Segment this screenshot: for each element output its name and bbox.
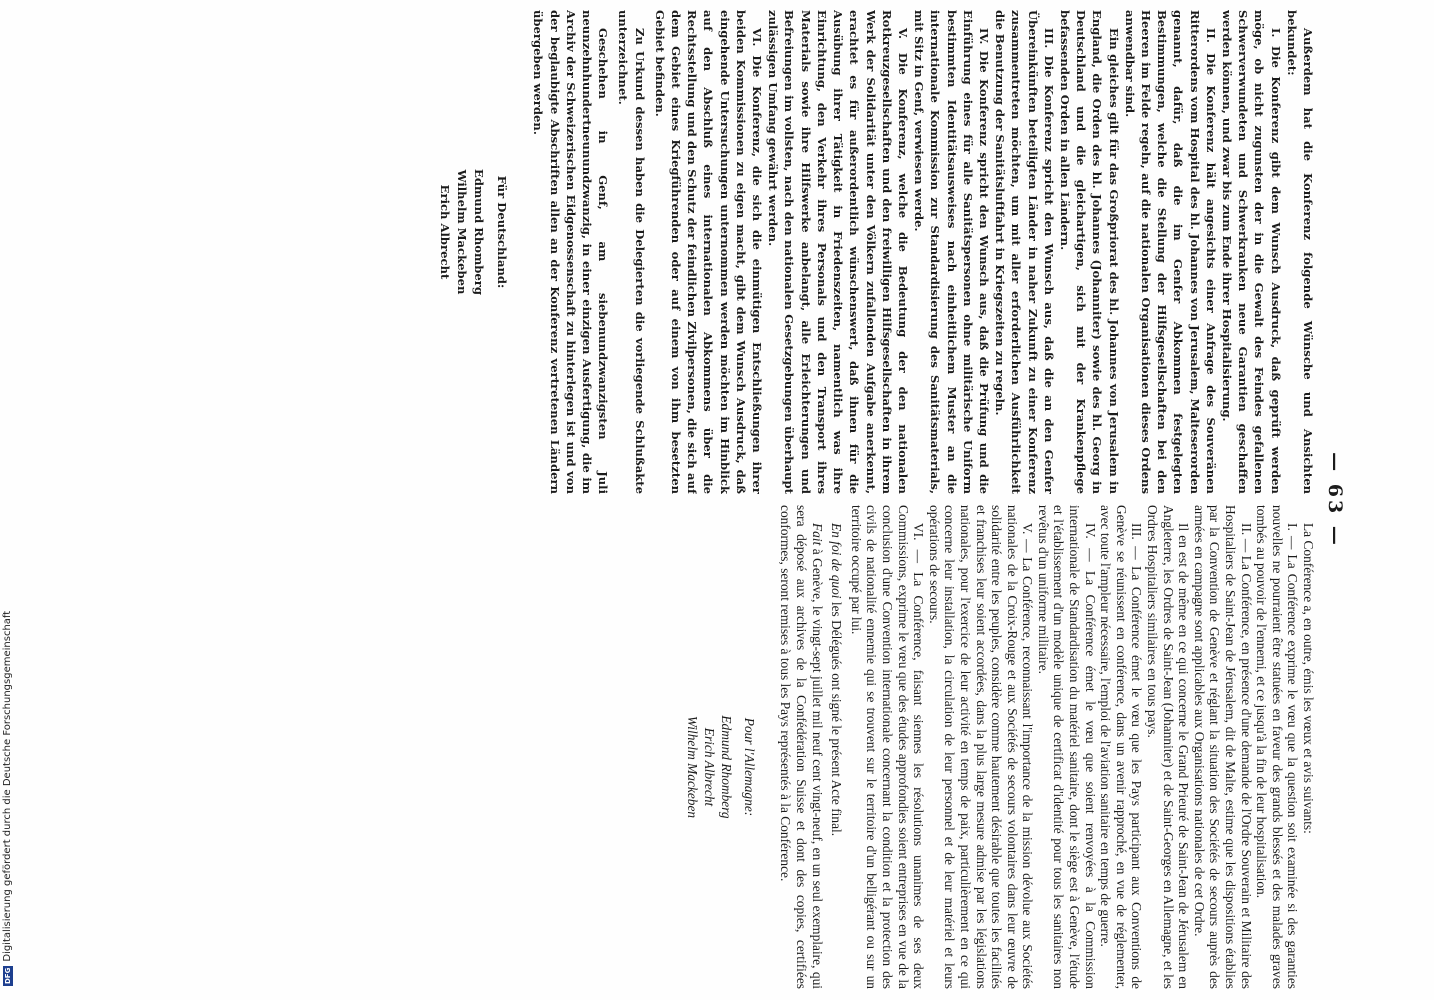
german-wish-4: IV. Die Konferenz spricht den Wunsch aus, daß die Prüfung und die Einführung eines für alle Sanitätspersonen ohne militärische Uniform bestimmten Identitätsausweises nach einheitlichem Muster an die internationale Kommission zur Standardisierung des Sanitätsmaterials, mit Sitz in Genf, verwiesen werde. bbox=[912, 10, 991, 494]
french-wish-5: V. — La Conférence, reconnaissant l'importance de la mission dévolue aux Sociétés nationales de la Croix-Rouge et aux Sociétés de secours volontaires dans leur œuvre de solidarité entre les peuples, considère comme hautement désirable que toutes les facilités et franchises leur soient accordées, dans la plus large mesure admise par les législations nationales, pour l'exercice de leur activité en temps de paix, particulièrement en ce qui concerne leur installation, la circulation de leur personnel et de leur matériel et leurs opérations de secours. bbox=[926, 505, 1036, 989]
page-number: — 63 — bbox=[1324, 452, 1346, 548]
french-wish-2: II. — La Conférence, en présence d'une demande de l'Ordre Souverain et Militaire des Hospitaliers de Saint-Jean de Jérusalem, dit de Malte, estime que les dispositions établies par la Convention de Genève et réglant la situation des Sociétés de secours auprès des armées en campagne sont applicables aux Organisations nationales de cet Ordre. bbox=[1191, 505, 1254, 989]
german-wish-2b: Ein gleiches gilt für das Großpriorat des hl. Johannes von Jerusalem in England, die Orden des hl. Johannes (Johanniter) sowie des hl. Georg in Deutschland und die gleichartigen, sich mit der Krankenpflege befassenden Orden in allen Ländern. bbox=[1057, 10, 1121, 494]
french-witness bbox=[829, 505, 845, 989]
german-wish-3: III. Die Konferenz spricht den Wunsch aus, daß die an den Genfer Übereinkünften beteiligten Länder in naher Zukunft zu einer Konferenz zusammentreten möchten, um mit aller erforderlichen Ausführlichkeit die Benutzung der Sanitätsluftfahrt in Kriegszeiten zu regeln. bbox=[993, 10, 1056, 494]
french-wish-3: III. — La Conférence émet le vœu que les Pays participant aux Conventions de Genève se réunissent en conférence, dans un avenir rapproché, en vue de réglementer, avec toute l'ampleur nécessaire, l'emploi de l'aviation sanitaire en temps de guerre. bbox=[1098, 505, 1145, 989]
german-witness: Zu Urkund dessen haben die Delegierten die vorliegende Schlußakte unterzeichnet. bbox=[616, 10, 647, 494]
german-wish-2: II. Die Konferenz hält angesichts einer Anfrage des Souveränen Ritterordens vom Hospital des hl. Johannes von Jerusalem, Malteserorden genannt, dafür, daß die im Genfer Abkommen festgelegten Bestimmungen, welche die Stellung der Hilfsgesellschaften bei den Heeren im Felde regeln, auf die nationalen Organisationen dieses Ordens anwendbar sind. bbox=[1122, 10, 1218, 494]
footer-text: Digitalisierung gefördert durch die Deutsche Forschungsgemeinschaft bbox=[2, 610, 13, 962]
french-column bbox=[236, 505, 1316, 989]
french-signatory-2: Erich Albrecht bbox=[701, 727, 717, 807]
footer-wrap bbox=[0, 0, 20, 1000]
french-wish-2b: Il en est de même en ce qui concerne le Grand Prieuré de Saint-Jean de Jérusalem en Angleterre, les Ordres de Saint-Jean (Johanniter) et de Saint-Georges en Allemagne, et les Ordres Hospitaliers similaires en tous pays. bbox=[1145, 505, 1192, 989]
german-signatory-1: Edmund Rhomberg bbox=[472, 169, 487, 295]
german-signatures bbox=[436, 10, 510, 454]
french-signatory-3: Wilhelm Mackeben bbox=[684, 715, 700, 819]
german-done: Geschehen in Genf, am siebenundzwanzigsten Juli neunzehnhundertneunundzwanzig, in einer einzigen Ausfertigung, die im Archiv der Schweizerischen Eidgenossenschaft zu hinterlegen ist und von der beglaubigte Abschriften allen an der Konferenz vertretenen Ländern übergeben werden. bbox=[531, 10, 611, 494]
french-witness-text: les Délégués ont signé le présent Acte final. bbox=[829, 598, 845, 837]
german-wish-5: V. Die Konferenz, welche die Bedeutung der den nationalen Rotkreuzgesellschaften und den freiwilligen Hilfsgesellschaften in ihrem Werk der Solidarität unter den Völkern zufallenden Aufgabe anerkennt, erachtet es für außerordentlich wünschenswert, daß ihnen für die Ausübung ihrer Tätigkeit in Friedenszeiten, namentlich was ihre Einrichtung, den Verkehr ihres Personals und den Transport ihres Materials sowie ihre Hilfswerke anbelangt, alle Erleichterungen und Befreiungen im vollsten, nach den nationalen Gesetzgebungen überhaupt zulässigen Umfang gewährt werden. bbox=[766, 10, 910, 494]
german-column bbox=[236, 10, 1316, 494]
french-wish-6: VI. — La Conférence, faisant siennes les résolutions unanimes de ses deux Commissions, exprime le vœu que des études approfondies soient entreprises en vue de la conclusion d'une Convention internationale concernant la condition et la protection des civils de nationalité ennemie qui se trouvent sur le territoire d'un belligérant ou sur un territoire occupé par lui. bbox=[848, 505, 927, 989]
french-wish-4: IV. — La Conférence émet le vœu que soient renvoyées à la Commission internationale de Standardisation du matériel sanitaire, dont le siège est à Genève, l'étude et l'établissement d'un modèle unique de certificat d'identité pour tous les sanitaires non revêtus d'un uniforme militaire. bbox=[1035, 505, 1098, 989]
dfg-logo: DFG bbox=[4, 967, 12, 984]
german-wish-6: VI. Die Konferenz, die sich die einmütigen Entschließungen ihrer beiden Kommissionen zu eigen macht, gibt dem Wunsch Ausdruck, daß eingehende Untersuchungen unternommen werden möchten im Hinblick auf den Abschluß eines internationalen Abkommens über die Rechtsstellung und den Schutz der feindlichen Zivilpersonen, die sich auf dem Gebiet eines Kriegführenden oder auf einem von ihm besetzten Gebiet befinden. bbox=[652, 10, 765, 494]
french-done-text: à Genève, le vingt-sept juillet mil neuf cent vingt-neuf, en un seul exemplaire, qui sera déposé aux archives de la Confédération Suisse et dont des copies, certifiées conformes, seront remises à tous les Pays représentés à la Conférence. bbox=[778, 505, 825, 989]
french-done bbox=[778, 505, 825, 989]
french-done-lead: Fait bbox=[809, 523, 825, 546]
german-intro: Außerdem hat die Konferenz folgende Wünsche und Ansichten bekundet: bbox=[1284, 10, 1315, 494]
french-intro: La Conférence a, en outre, émis les vœux et avis suivants: bbox=[1301, 523, 1316, 834]
french-wish-1: I. — La Conférence exprime le vœu que la question soit examinée si des garanties nouvelles ne pourraient être statuées en faveur des grands blessés et des malades graves tombés au pouvoir de l'ennemi, et ce jusqu'à la fin de leur hospitalisation. bbox=[1254, 505, 1301, 989]
german-signatory-2: Wilhelm Mackeben bbox=[455, 169, 470, 295]
french-signature-heading: Pour l'Allemagne: bbox=[741, 717, 757, 817]
french-signatory-1: Edmund Rhomberg bbox=[718, 715, 734, 819]
french-witness-lead: En foi de quoi bbox=[829, 523, 845, 599]
german-signatory-3: Erich Albrecht bbox=[438, 184, 453, 280]
dfg-footer bbox=[2, 611, 13, 986]
german-signature-heading: Für Deutschland: bbox=[495, 175, 510, 289]
french-signatures bbox=[684, 545, 758, 989]
german-wish-1: I. Die Konferenz gibt dem Wunsch Ausdruck, daß geprüft werden möge, ob nicht zugunsten der in die Gewalt des Feindes gefallenen Schwerverwundeten und Schwerkranken neue Garantien geschaffen werden können, und zwar bis zum Ende ihrer Hospitalisierung. bbox=[1219, 10, 1283, 494]
